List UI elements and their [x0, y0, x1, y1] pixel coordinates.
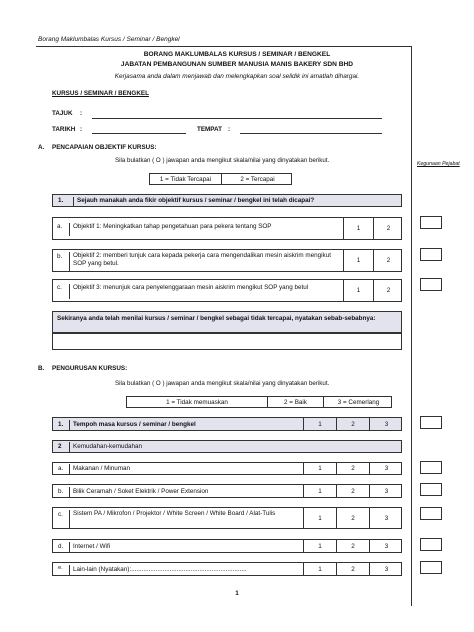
facility-d-letter: d. — [58, 543, 64, 550]
facility-d-option-3[interactable]: 3 — [369, 540, 403, 552]
objective-b-option-1[interactable]: 1 — [343, 250, 373, 271]
scale-b — [126, 396, 392, 408]
running-header: Borang Maklumbalas Kursus / Seminar / Bengkel — [38, 36, 180, 43]
objective-a-text: Objektif 1: Meningkatkan tahap pengetahuan para pekera tentang SOP — [69, 223, 343, 236]
facility-b-letter: b. — [58, 488, 64, 495]
office-box-b1[interactable] — [420, 416, 442, 429]
office-box-fc[interactable] — [420, 507, 442, 520]
objective-c-option-1[interactable]: 1 — [343, 280, 373, 301]
objective-row-b — [52, 249, 402, 272]
facility-a-option-2[interactable]: 2 — [336, 463, 369, 474]
tempat-colon: : — [228, 126, 231, 133]
b-question-1-text: Tempoh masa kursus / seminar / bengkel — [69, 420, 196, 430]
header-rule — [36, 46, 411, 47]
office-box-c[interactable] — [420, 278, 442, 291]
facility-c-letter: c. — [58, 511, 63, 518]
form-subtitle: JABATAN PEMBANGUNAN SUMBER MANUSIA MANIS BAKERY SDN BHD — [120, 61, 354, 68]
objective-a-option-1[interactable]: 1 — [343, 218, 373, 239]
facility-d-text: Internet / Wifi — [69, 542, 110, 552]
facility-row-e — [52, 562, 402, 576]
objective-c-option-2[interactable]: 2 — [373, 280, 403, 301]
not-achieved-prompt-box — [52, 311, 402, 333]
objective-c-letter: c. — [57, 284, 62, 291]
section-b-letter: B. — [38, 365, 45, 372]
question-1-text: Sejauh manakah anda fikir objektif kursus / seminar / bengkel ini telah dicapai? — [73, 197, 314, 206]
office-use-label: Kegunaan Pejabat — [417, 161, 460, 167]
objective-b-letter: b. — [57, 253, 63, 260]
tempat-field[interactable] — [240, 133, 382, 134]
tajuk-colon: : — [80, 110, 83, 117]
objective-c-text: Objektif 3: menunjuk cara penyelenggaraan mesin aiskrim mengikut SOP yang betul — [69, 284, 343, 299]
facility-c-option-3[interactable]: 3 — [369, 508, 403, 528]
objective-a-letter: a. — [57, 223, 63, 230]
section-a-title: PENCAPAIAN OBJEKTIF KURSUS: — [52, 144, 157, 151]
question-1-number: 1. — [58, 197, 64, 204]
office-column-divider — [411, 46, 412, 606]
office-box-fe[interactable] — [420, 561, 442, 574]
facility-e-option-2[interactable]: 2 — [336, 563, 369, 575]
office-box-fa[interactable] — [420, 461, 442, 474]
course-heading: KURSUS / SEMINAR / BENGKEL — [52, 90, 149, 97]
facility-b-option-3[interactable]: 3 — [369, 485, 403, 497]
tajuk-label: TAJUK — [52, 110, 73, 117]
objective-b-text: Objektif 2: memberi tunjuk cara kepada pekerja cara mengendalikan mesin aiskrim mengikut SOP yang betul. — [69, 252, 343, 271]
office-box-fd[interactable] — [420, 538, 442, 551]
tarikh-colon: : — [80, 126, 83, 133]
objective-row-a — [52, 217, 402, 240]
facility-e-option-1[interactable]: 1 — [303, 563, 336, 575]
b-question-1-option-2[interactable]: 2 — [336, 418, 369, 430]
page-number: 1 — [235, 590, 239, 597]
scale-a — [149, 173, 292, 185]
tajuk-field[interactable] — [92, 118, 382, 119]
facility-d-option-2[interactable]: 2 — [336, 540, 369, 552]
office-box-b[interactable] — [420, 248, 442, 261]
office-box-a[interactable] — [420, 216, 442, 229]
tarikh-label: TARIKH — [52, 126, 76, 133]
scale-b-2: 2 = Baik — [267, 397, 323, 407]
facility-a-option-1[interactable]: 1 — [303, 463, 336, 474]
intro-text: Kerjasama anda dalam menjawab dan melengkapkan soal selidik ini amatlah dihargai. — [114, 73, 360, 80]
section-a-instruction: Sila bulatkan ( O ) jawapan anda mengikut skala/nilai yang dinyatakan berikut. — [115, 157, 330, 164]
section-b-title: PENGURUSAN KURSUS: — [52, 365, 128, 372]
facility-a-letter: a. — [58, 465, 64, 472]
objective-b-option-2[interactable]: 2 — [373, 250, 403, 271]
tarikh-field[interactable] — [92, 133, 186, 134]
facility-e-text[interactable]: Lain-lain (Nyatakan):.................................................................. — [69, 565, 298, 575]
section-b-instruction: Sila bulatkan ( O ) jawapan anda mengikut skala/nilai yang dinyatakan berikut. — [115, 380, 330, 387]
scale-b-1: 1 = Tidak memuaskan — [166, 399, 228, 406]
facility-b-option-2[interactable]: 2 — [336, 485, 369, 497]
b-question-1-number: 1. — [58, 421, 64, 428]
b-question-1-option-3[interactable]: 3 — [369, 418, 403, 430]
facility-d-option-1[interactable]: 1 — [303, 540, 336, 552]
section-a-letter: A. — [38, 144, 45, 151]
facility-e-option-3[interactable]: 3 — [369, 563, 403, 575]
objective-a-option-2[interactable]: 2 — [373, 218, 403, 239]
facility-c-text: Sistem PA / Mikrofon / Projektor / White Screen / White Board / Alat-Tulis — [69, 510, 298, 528]
facility-a-option-3[interactable]: 3 — [369, 463, 403, 474]
not-achieved-prompt: Sekiranya anda telah menilai kursus / seminar / bengkel sebagai tidak tercapai, nyatakan sebab-sebabnya: — [57, 315, 376, 322]
tempat-label: TEMPAT — [197, 126, 222, 133]
b-question-2-number: 2 — [58, 443, 62, 450]
facility-c-option-2[interactable]: 2 — [336, 508, 369, 528]
b-question-2-row — [52, 440, 402, 453]
facility-row-a — [52, 462, 402, 475]
office-box-fb[interactable] — [420, 483, 442, 496]
scale-b-3: 3 = Cemerlang — [323, 397, 393, 407]
facility-a-text: Makanan / Minuman — [69, 464, 130, 474]
scale-a-2: 2 = Tercapai — [221, 174, 293, 184]
objective-row-c — [52, 279, 402, 302]
question-1-header — [52, 194, 402, 207]
form-title: BORANG MAKLUMBALAS KURSUS / SEMINAR / BENGKEL — [143, 51, 331, 58]
scale-a-1: 1 = Tidak Tercapai — [159, 176, 212, 183]
facility-e-letter: e. — [58, 565, 63, 571]
facility-row-d — [52, 539, 402, 553]
facility-c-option-1[interactable]: 1 — [303, 508, 336, 528]
b-question-1-row — [52, 417, 402, 431]
facility-b-option-1[interactable]: 1 — [303, 485, 336, 497]
facility-row-b — [52, 484, 402, 498]
b-question-1-option-1[interactable]: 1 — [303, 418, 336, 430]
b-question-2-text: Kemudahan-kemudahan — [69, 442, 142, 452]
facility-row-c — [52, 507, 402, 529]
not-achieved-answer-field[interactable] — [52, 333, 402, 350]
facility-b-text: Bilik Ceramah / Soket Elektrik / Power Extension — [69, 487, 208, 497]
